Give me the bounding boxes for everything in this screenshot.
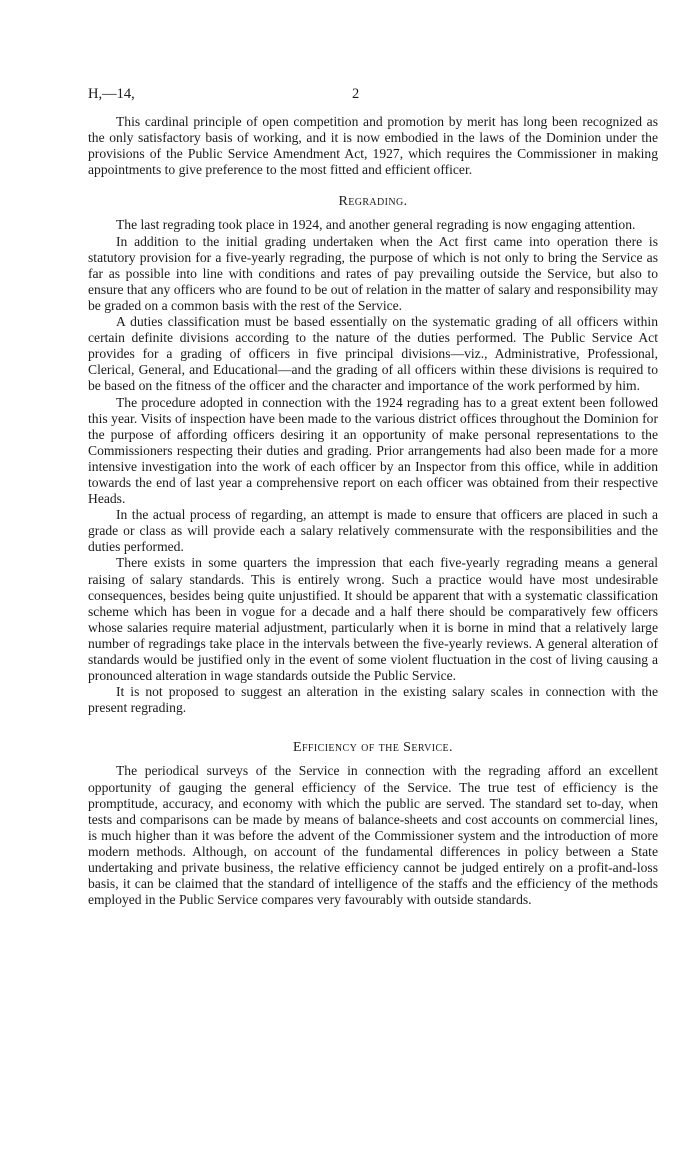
page-header <box>88 86 640 106</box>
paragraph-salary-standards: There exists in some quarters the impression that each five-yearly regrading means a general raising of salary standards. This is entirely wrong. Such a practice would have most undesirable consequences, besides being quite unjustified. It should be apparent that with a systematic classification scheme which has been in vogue for a decade and a half there should be comparatively few officers whose salaries require material adjustment, particularly when it is borne in mind that a relatively large number of regradings take place in the intervals between the five-yearly reviews. A general alteration of standards would be justified only in the event of some violent fluctuation in the cost of living causing a pronounced alteration in wage standards outside the Public Service. <box>88 555 658 684</box>
paragraph-salary-scales: It is not proposed to suggest an alteration in the existing salary scales in connection with the present regrading. <box>88 684 658 716</box>
section-heading-efficiency: Efficiency of the Service. <box>293 740 453 756</box>
paragraph-open-competition: This cardinal principle of open competition and promotion by merit has long been recognized as the only satisfactory basis of working, and it is now embodied in the laws of the Dominion under the provisions of the Public Service Amendment Act, 1927, which requires the Commissioner in making appointments to give preference to the most fitted and efficient officer. <box>88 114 658 178</box>
section-heading-regrading: Regrading. <box>338 194 408 210</box>
paragraph-initial-grading: In addition to the initial grading undertaken when the Act first came into operation there is statutory provision for a five-yearly regrading, the purpose of which is not only to bring the Service as far as possible into line with conditions and rates of pay prevailing outside the Service, but also to ensure that any officers who are found to be out of relation in the matter of salary and responsibility may be graded on a common basis with the rest of the Service. <box>88 233 658 313</box>
paragraph-actual-process: In the actual process of regarding, an attempt is made to ensure that officers are placed in such a grade or class as will provide each a salary relatively commensurate with the responsibilities and the duties performed. <box>88 507 658 555</box>
paragraph-last-regrading: The last regrading took place in 1924, and another general regrading is now engaging attention. <box>116 217 636 233</box>
page-number: 2 <box>352 86 360 102</box>
paragraph-duties-classification: A duties classification must be based essentially on the systematic grading of all officers within certain definite divisions according to the nature of the duties performed. The Public Service Act provides for a grading of officers in five principal divisions—viz., Administrative, Professional, Clerical, General, and Educational—and the grading of all officers within these divisions is required to be based on the fitness of the officer and the character and importance of the work performed by him. <box>88 314 658 394</box>
paragraph-periodical-surveys: The periodical surveys of the Service in connection with the regrading afford an excellent opportunity of gauging the general efficiency of the Service. The true test of efficiency is the promptitude, accuracy, and economy with which the public are served. The standard set to-day, when tests and comparisons can be made by means of balance-sheets and cost accounts on commercial lines, is much higher than it was before the advent of the Commissioner system and the introduction of more modern methods. Although, on account of the fundamental differences in policy between a State undertaking and private business, the relative efficiency cannot be judged entirely on a profit-and-loss basis, it can be claimed that the standard of intelligence of the staffs and the efficiency of the methods employed in the Public Service compares very favourably with outside standards. <box>88 763 658 908</box>
paragraph-procedure: The procedure adopted in connection with the 1924 regrading has to a great extent been followed this year. Visits of inspection have been made to the various district offices throughout the Dominion for the purpose of affording officers desiring it an opportunity of make personal representations to the Commissioners respecting their duties and grading. Prior arrangements had also been made for a more intensive investigation into the work of each officer by an Inspector from this office, while in addition towards the end of last year a comprehensive report on each officer was obtained from their respective Heads. <box>88 394 658 507</box>
document-body <box>88 114 658 908</box>
document-reference: H,—14, <box>88 86 135 102</box>
